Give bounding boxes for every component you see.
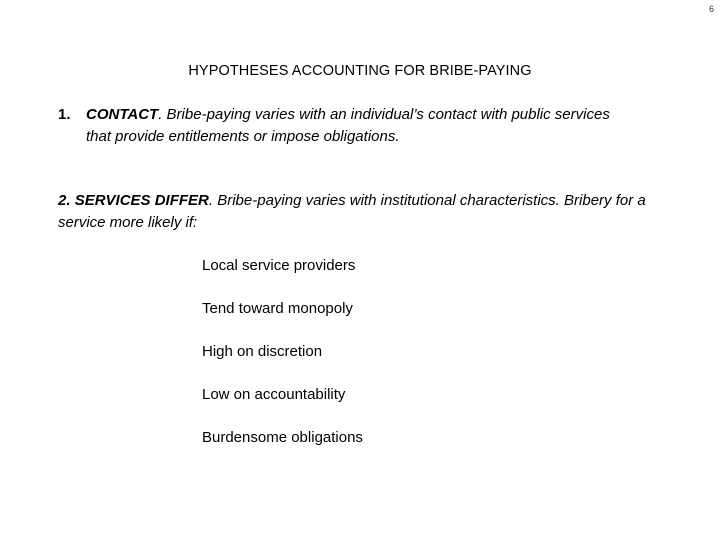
page-number: 6	[708, 4, 714, 14]
hypothesis-1-text: . Bribe-paying varies with an individual’s contact with public services	[158, 106, 610, 123]
list-item: Tend toward monopoly	[202, 300, 353, 317]
hypothesis-2-text: . Bribe-paying varies with institutional characteristics. Bribery for a service more likely if:	[58, 192, 646, 231]
list-item: Local service providers	[202, 257, 356, 274]
list-item: Burdensome obligations	[202, 429, 363, 446]
slide-title: HYPOTHESES ACCOUNTING FOR BRIBE-PAYING	[188, 63, 532, 79]
hypothesis-1-text-continued: that provide entitlements or impose obligations.	[86, 128, 400, 145]
condition-list	[202, 253, 363, 468]
hypothesis-1-number: 1.	[58, 106, 71, 123]
hypothesis-1	[58, 104, 668, 148]
hypothesis-1-heading: CONTACT	[86, 106, 159, 123]
list-item: Low on accountability	[202, 386, 346, 403]
list-item: High on discretion	[202, 343, 323, 360]
hypothesis-2-heading: SERVICES DIFFER	[74, 192, 209, 209]
hypothesis-2-number: 2.	[58, 192, 71, 209]
hypothesis-1-line-1	[58, 104, 668, 126]
hypothesis-2	[58, 190, 678, 234]
